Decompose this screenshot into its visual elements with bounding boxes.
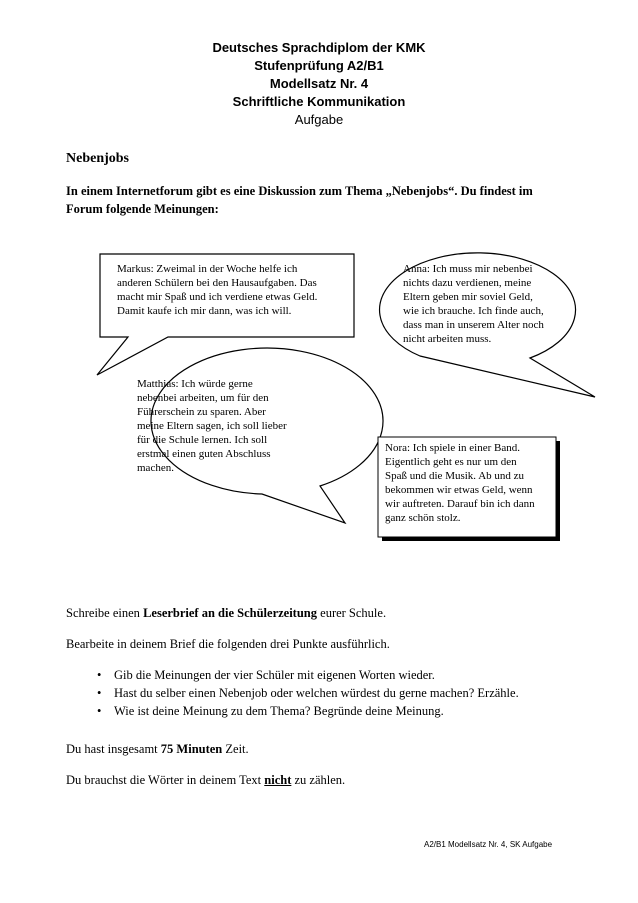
header-line-3: Modellsatz Nr. 4 [269,76,369,91]
header-line-2: Stufenprüfung A2/B1 [254,58,384,73]
list-item: • Wie ist deine Meinung zu dem Thema? Begründe deine Meinung. [114,702,519,720]
word-count-note: Du brauchst die Wörter in deinem Text nicht zu zählen. [66,773,346,787]
page-footer: A2/B1 Modellsatz Nr. 4, SK Aufgabe [424,840,553,849]
nora-opinion: Nora: Ich spiele in einer Band. Eigentlich geht es nur um den Spaß und die Musik. Ab und zu bekommen wir etwas Geld, wenn wir auftreten. Darauf bin ich dann ganz schön stolz. [385,442,535,524]
header-line-5: Aufgabe [294,112,344,127]
header-line-1: Deutsches Sprachdiplom der KMK [212,40,426,55]
task-points-list [66,666,519,720]
matthias-opinion: Matthias: Ich würde gerne nebenbei arbeiten, um für den Führerschein zu sparen. Aber meine Eltern sagen, ich soll lieber für die Schule lernen. Ich soll erstmal einen guten Abschluss machen. [137,378,287,474]
time-note: Du hast insgesamt 75 Minuten Zeit. [66,742,249,756]
intro-text: In einem Internetforum gibt es eine Diskussion zum Thema „Nebenjobs“. Du findest im Forum folgende Meinungen: [66,184,533,216]
task-points-intro: Bearbeite in deinem Brief die folgenden drei Punkte ausführlich. [66,637,390,651]
list-item: • Gib die Meinungen der vier Schüler mit eigenen Worten wieder. [114,666,519,684]
section-title: Nebenjobs [66,151,130,166]
list-item: • Hast du selber einen Nebenjob oder welchen würdest du gerne machen? Erzähle. [114,684,519,702]
markus-opinion: Markus: Zweimal in der Woche helfe ich anderen Schülern bei den Hausaufgaben. Das macht mir Spaß und ich verdiene etwas Geld. Damit kaufe ich mir dann, was ich will. [117,263,318,317]
anna-opinion: Anna: Ich muss mir nebenbei nichts dazu verdienen, meine Eltern geben mir soviel Geld, wie ich brauche. Ich finde auch, dass man in unserem Alter noch nicht arbeiten muss. [403,263,544,345]
header-line-4: Schriftliche Kommunikation [232,94,406,109]
task-instruction: Schreibe einen Leserbrief an die Schülerzeitung eurer Schule. [66,606,387,620]
